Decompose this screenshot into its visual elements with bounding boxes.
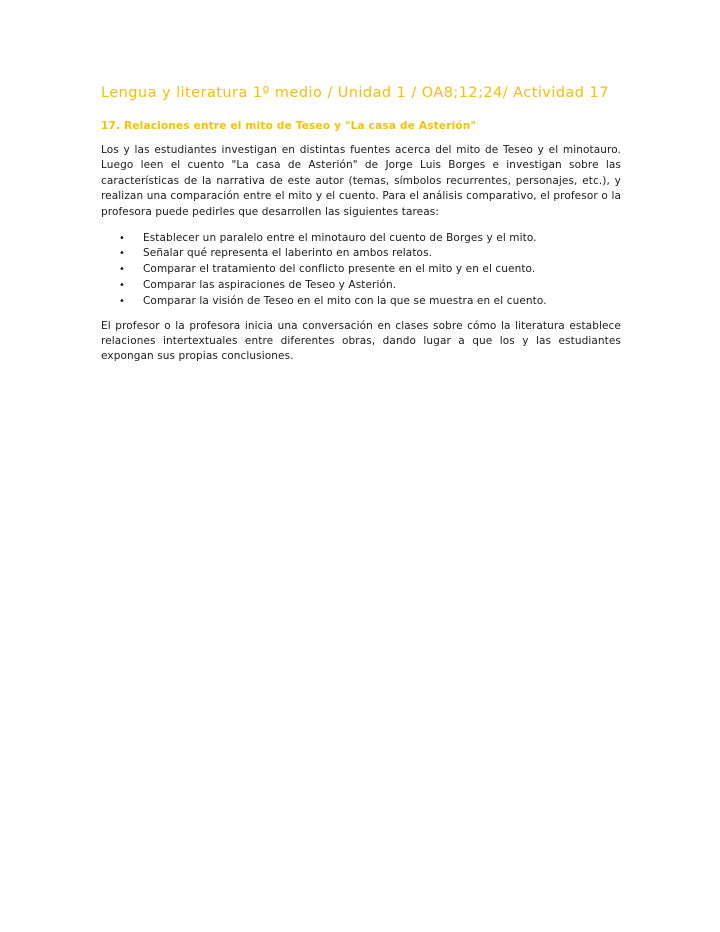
closing-paragraph: El profesor o la profesora inicia una conversación en clases sobre cómo la literatura establece relaciones intertextuales entre diferentes obras, dando lugar a que los y las estudiantes expongan sus propias conclusiones.: [101, 319, 621, 363]
task-text: Comparar el tratamiento del conflicto presente en el mito y en el cuento.: [143, 263, 536, 276]
task-item: [101, 262, 621, 278]
intro-paragraph: Los y las estudiantes investigan en distintas fuentes acerca del mito de Teseo y el minotauro. Luego leen el cuento "La casa de Asterión" de Jorge Luis Borges e investigan sobre las características de la narrativa de este autor (temas, símbolos recurrentes, personajes, etc.), y realizan una comparación entre el mito y el cuento. Para el análisis comparativo, el profesor o la profesora puede pedirles que desarrollen las siguientes tareas:: [101, 144, 621, 218]
task-text: Comparar la visión de Teseo en el mito con la que se muestra en el cuento.: [143, 294, 547, 307]
bullet-icon: •: [119, 264, 125, 276]
task-list: [101, 231, 621, 310]
task-item: [101, 278, 621, 294]
bullet-icon: •: [119, 295, 125, 307]
task-text: Señalar qué representa el laberinto en ambos relatos.: [143, 247, 433, 260]
section-title: 17. Relaciones entre el mito de Teseo y "La casa de Asterión": [101, 120, 477, 132]
task-item: [101, 294, 621, 310]
document-page: [101, 84, 621, 375]
task-item: [101, 231, 621, 247]
task-item: [101, 246, 621, 262]
bullet-icon: •: [119, 248, 125, 260]
task-text: Establecer un paralelo entre el minotauro del cuento de Borges y el mito.: [143, 231, 537, 244]
bullet-icon: •: [119, 279, 125, 291]
document-header: Lengua y literatura 1º medio / Unidad 1 / OA8;12;24/ Actividad 17: [101, 85, 609, 101]
task-text: Comparar las aspiraciones de Teseo y Asterión.: [143, 278, 397, 291]
bullet-icon: •: [119, 232, 125, 244]
